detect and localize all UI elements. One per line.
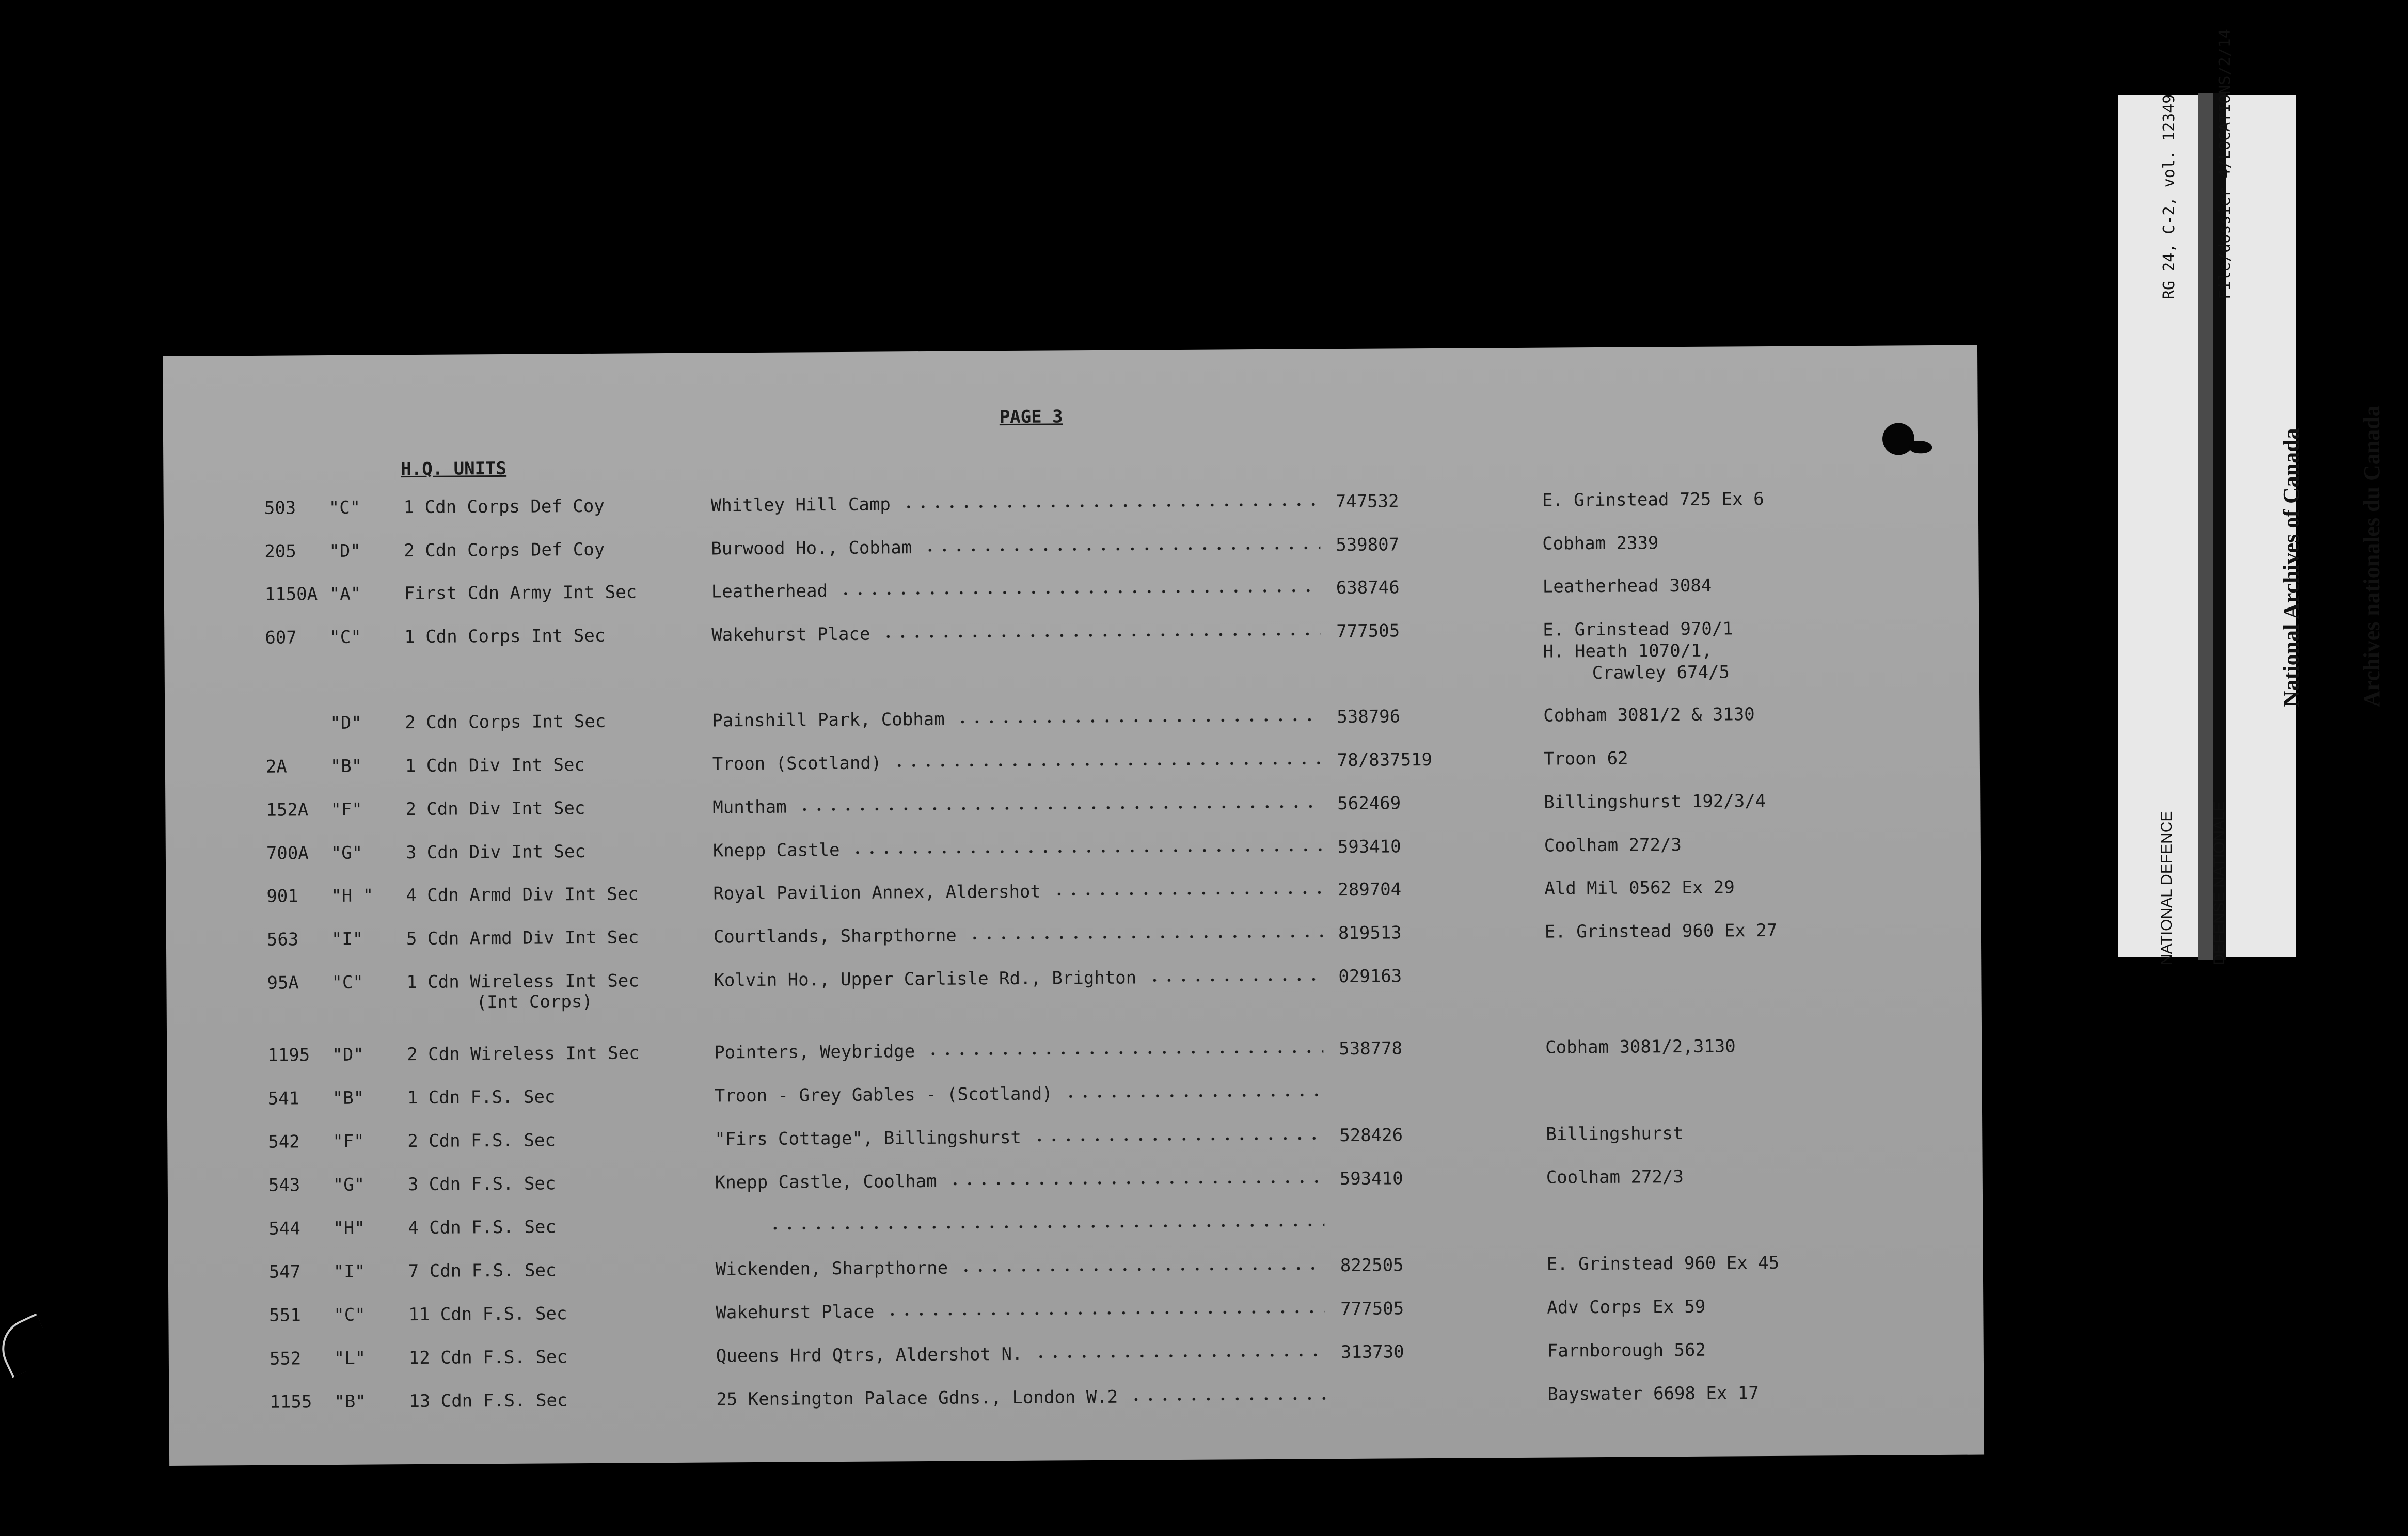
row-code: "I" [331,929,363,950]
row-code: "D" [329,540,361,562]
row-unit: 13 Cdn F.S. Sec [409,1390,568,1412]
row-code: "B" [332,1087,365,1109]
table-row [164,574,1979,616]
leader-dots [797,805,1322,811]
row-number: 544 [268,1218,300,1239]
punch-hole [1882,423,1914,455]
row-unit: 2 Cdn F.S. Sec [407,1130,556,1152]
row-code: "C" [329,627,361,648]
leader-dots [967,934,1323,939]
row-code: "A" [329,583,361,605]
leader-dots [1032,1137,1324,1141]
page-number: PAGE 3 [999,406,1063,428]
row-number: 563 [266,929,299,950]
archive-name [2224,405,2408,707]
table-row [168,1294,1983,1336]
row-number: 1195 [267,1045,310,1066]
row-number: 503 [264,498,296,519]
leader-dots [1129,1397,1325,1401]
row-code: "B" [334,1391,366,1413]
row-map-ref: 528426 [1339,1125,1403,1146]
row-number: 552 [269,1348,302,1369]
row-map-ref: 538778 [1339,1038,1403,1060]
row-number: 700A [266,843,309,864]
row-unit: 2 Cdn Corps Def Coy [404,539,605,562]
row-code: "C" [334,1304,366,1326]
table-row [164,488,1978,530]
leader-dots [881,632,1321,638]
row-location: 25 Kensington Palace Gdns., London W.2 [716,1386,1118,1410]
punch-hole-tear [1909,441,1932,453]
row-map-ref: 313730 [1340,1341,1404,1363]
row-telephone: Cobham 3081/2,3130 [1545,1036,1736,1058]
row-location: Troon (Scotland) [712,753,882,775]
row-number: 551 [269,1305,301,1326]
film-scratch [0,1314,56,1378]
row-location: Knepp Castle, Coolham [715,1171,937,1193]
leader-dots [947,1180,1324,1185]
row-unit: 12 Cdn F.S. Sec [408,1347,568,1369]
row-location: Muntham [712,796,787,818]
table-row [168,1251,1983,1293]
row-location: Troon - Grey Gables - (Scotland) [714,1083,1053,1107]
table-row [168,1208,1983,1250]
row-unit: 5 Cdn Armd Div Int Sec [406,927,639,950]
row-unit: 2 Cdn Corps Int Sec [405,711,606,733]
row-map-ref: 777505 [1340,1298,1404,1320]
row-number: 1150A [264,584,318,605]
row-telephone: Troon 62 [1543,748,1628,770]
row-code: "G" [332,1174,365,1196]
row-telephone-3: Crawley 674/5 [1592,662,1730,684]
department-stamp [2123,801,2246,965]
row-code: "C" [331,972,363,994]
leader-dots [959,1267,1325,1272]
row-telephone: Billingshurst 192/3/4 [1544,791,1766,813]
row-location: Painshill Park, Cobham [712,709,945,731]
row-number: 95A [267,972,299,994]
row-location: "Firs Cottage", Billingshurst [715,1127,1022,1150]
row-location: Wakehurst Place [711,623,870,646]
table-row [169,1381,1984,1423]
leader-dots [1052,891,1323,895]
row-map-ref: 538796 [1337,706,1401,728]
leader-dots [923,546,1321,552]
row-location: Pointers, Weybridge [714,1041,915,1063]
leader-dots [892,761,1322,767]
row-telephone: Coolham 272/3 [1546,1166,1684,1188]
row-location: Kolvin Ho., Upper Carlisle Rd., Brighton [714,967,1137,991]
row-number: 1155 [270,1391,312,1413]
row-code: "H" [333,1218,365,1239]
leader-dots [926,1050,1324,1055]
row-unit: 11 Cdn F.S. Sec [408,1303,567,1325]
row-unit: 2 Cdn Div Int Sec [405,798,585,820]
archive-name-fr: Archives nationales du Canada [2359,405,2384,707]
row-code: "H " [331,885,374,907]
row-unit: First Cdn Army Int Sec [404,582,637,604]
row-location: Wakehurst Place [716,1301,875,1323]
table-row [166,963,1981,1013]
reference-line-1: RG 24, C-2, vol. 12349 [2160,94,2178,299]
table-row [167,1035,1982,1077]
leader-dots [1033,1353,1325,1358]
row-unit: 3 Cdn F.S. Sec [407,1173,556,1195]
table-row [164,617,1979,684]
row-unit: 4 Cdn Armd Div Int Sec [406,884,639,906]
row-telephone: Bayswater 6698 Ex 17 [1547,1383,1759,1405]
row-telephone: Cobham 3081/2 & 3130 [1543,704,1755,726]
row-number: 542 [268,1131,300,1153]
row-code: "D" [330,712,362,734]
row-code: "F" [330,799,362,821]
table-row [167,1078,1982,1120]
row-unit: 1 Cdn F.S. Sec [407,1086,556,1109]
row-unit: 2 Cdn Wireless Int Sec [407,1043,640,1065]
row-unit: 1 Cdn Div Int Sec [405,755,585,777]
row-unit: 1 Cdn Wireless Int Sec [406,970,639,993]
table-row [166,833,1981,875]
row-number: 607 [265,627,297,648]
row-number: 2A [265,756,287,777]
row-telephone: Coolham 272/3 [1544,835,1682,856]
row-unit: 1 Cdn Corps Int Sec [404,625,606,648]
row-code: "F" [332,1131,365,1153]
row-location: Knepp Castle [712,840,840,861]
row-number: 547 [268,1261,301,1283]
row-number: 901 [266,886,298,907]
archive-reference [2123,29,2253,299]
row-map-ref: 593410 [1339,1168,1403,1190]
table-row [168,1164,1983,1206]
leader-dots [955,718,1321,723]
row-telephone: Ald Mil 0562 Ex 29 [1544,877,1735,899]
row-code: "D" [332,1044,364,1066]
row-location: Queens Hrd Qtrs, Aldershot N. [716,1343,1023,1367]
reference-line-2: File/dossier 4/LOCATIONS/2/14 [2216,29,2234,299]
row-telephone: Cobham 2339 [1542,533,1659,554]
row-location: Wickenden, Sharpthorne [715,1257,948,1280]
row-location: Leatherhead [711,581,828,602]
row-unit: 1 Cdn Corps Def Coy [403,495,605,518]
table-row [167,1122,1982,1163]
department-line-2: DEFENSE NATIONALE [2211,801,2228,965]
document-sheet [163,345,1984,1466]
table-row [165,703,1979,745]
row-unit: 4 Cdn F.S. Sec [408,1217,557,1239]
row-telephone: Farnborough 562 [1547,1339,1706,1362]
row-telephone: Leatherhead 3084 [1542,575,1712,597]
leader-dots [768,1223,1324,1230]
row-code: "G" [330,842,363,864]
row-telephone-2: H. Heath 1070/1, [1543,640,1713,662]
row-map-ref: 78/837519 [1337,749,1433,771]
row-location: Royal Pavilion Annex, Aldershot [713,881,1041,904]
row-telephone: E. Grinstead 725 Ex 6 [1542,489,1764,511]
leader-dots [901,503,1320,508]
row-map-ref: 029163 [1338,966,1402,987]
table-row [165,746,1980,788]
row-code: "B" [330,756,362,777]
row-map-ref: 593410 [1337,836,1401,858]
row-unit: 7 Cdn F.S. Sec [408,1260,557,1282]
row-map-ref: 819513 [1338,922,1402,944]
leader-dots [838,589,1321,595]
row-telephone: E. Grinstead 960 Ex 45 [1546,1252,1780,1275]
row-map-ref: 822505 [1340,1255,1404,1276]
leader-dots [1064,1093,1324,1098]
row-number: 205 [264,541,296,562]
row-map-ref: 777505 [1336,620,1400,642]
row-code: "I" [333,1261,366,1283]
row-location: Burwood Ho., Cobham [711,537,912,559]
row-location: Courtlands, Sharpthorne [713,925,957,948]
row-map-ref: 289704 [1338,879,1402,901]
row-telephone: Billingshurst [1546,1123,1684,1145]
row-code: "L" [334,1348,366,1369]
row-map-ref: 562469 [1337,793,1401,814]
table-row [166,919,1981,961]
leader-dots [850,848,1322,854]
row-unit-2: (Int Corps) [476,991,593,1013]
row-map-ref: 539807 [1336,534,1400,556]
department-line-1: NATIONAL DEFENCE [2158,811,2175,965]
leader-dots [1147,978,1323,982]
row-map-ref: 638746 [1336,577,1400,599]
row-unit: 3 Cdn Div Int Sec [405,841,586,863]
row-telephone: E. Grinstead 960 Ex 27 [1544,920,1778,942]
table-row [169,1338,1984,1380]
section-heading: H.Q. UNITS [401,458,507,480]
row-number: 543 [268,1175,300,1196]
table-row [165,790,1980,831]
row-telephone: Adv Corps Ex 59 [1547,1296,1706,1318]
row-code: "C" [328,497,361,519]
row-location: Whitley Hill Camp [710,494,891,516]
row-number: 152A [266,799,309,821]
table-row [166,876,1981,918]
table-row [164,531,1978,573]
row-telephone: E. Grinstead 970/1 [1543,618,1733,641]
row-map-ref: 747532 [1335,491,1399,513]
leader-dots [885,1310,1325,1316]
row-number: 541 [267,1088,300,1109]
archive-name-en: National Archives of Canada [2278,428,2304,707]
